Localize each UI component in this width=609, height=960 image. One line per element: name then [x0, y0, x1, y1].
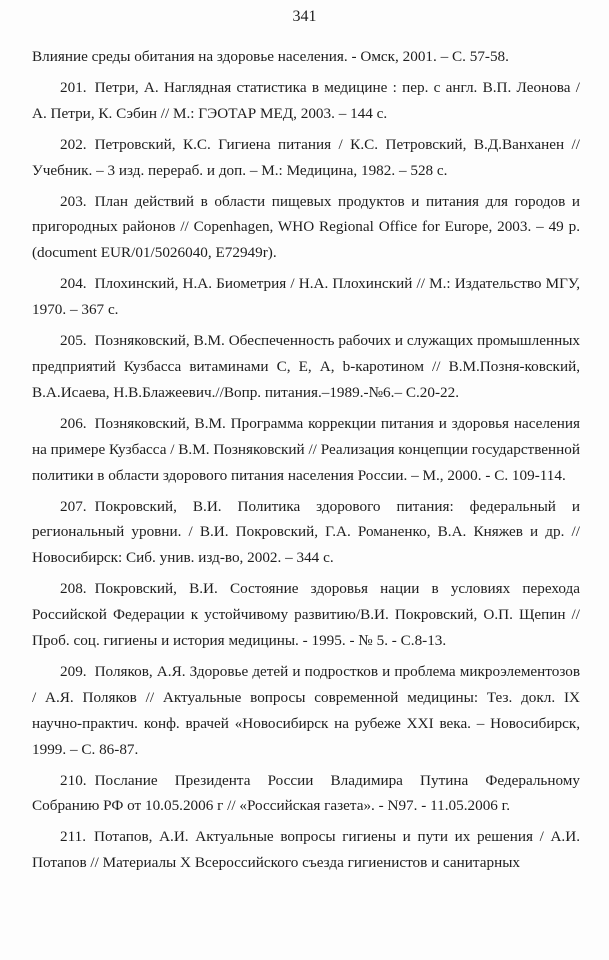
- reference-text: Петровский, К.С. Гигиена питания / К.С. Петровский, В.Д.Ванханен // Учебник. – 3 изд. перераб. и доп. – М.: Медицина, 1982. – 528 с.: [32, 135, 580, 179]
- reference-entry: [32, 576, 580, 654]
- reference-number: 208.: [60, 580, 87, 598]
- reference-entry: [32, 189, 580, 267]
- reference-number: 206.: [60, 414, 87, 432]
- reference-text: Позняковский, В.М. Обеспеченность рабочих и служащих промышленных предприятий Кузбасса витаминами С, Е, А, b-каротином // В.М.Позня-ковский, В.А.Исаева, Н.В.Блажеевич.//Вопр. питания.–1989.-№6.– С.20-22.: [32, 332, 580, 401]
- reference-number: 203.: [60, 192, 87, 210]
- reference-number: 207.: [60, 497, 87, 515]
- reference-number: 202.: [60, 135, 87, 153]
- reference-text: Петри, А. Наглядная статистика в медицине : пер. с англ. В.П. Леонова / А. Петри, К. Сэбин // М.: ГЭОТАР МЕД, 2003. – 144 с.: [32, 78, 580, 122]
- reference-entry: [32, 328, 580, 406]
- reference-entry: [32, 768, 580, 820]
- reference-number: 205.: [60, 332, 87, 350]
- reference-entry: [32, 411, 580, 489]
- reference-number: 201.: [60, 78, 87, 96]
- reference-text: Покровский, В.И. Политика здорового питания: федеральный и региональный уровни. / В.И. Покровский, Г.А. Романенко, В.А. Княжев и др. // Новосибирск: Сиб. унив. изд-во, 2002. – 344 с.: [32, 497, 580, 567]
- reference-number: 211.: [60, 828, 87, 846]
- reference-continuation: Влияние среды обитания на здоровье населения. - Омск, 2001. – С. 57-58.: [32, 48, 509, 65]
- reference-list: [32, 44, 580, 881]
- reference-entry: [32, 271, 580, 323]
- reference-text: Позняковский, В.М. Программа коррекции питания и здоровья населения на примере Кузбасса / В.М. Позняковский // Реализация концепции государственной политики в области здорового питания населения России. – М., 2000. - С. 109-114.: [32, 414, 580, 484]
- reference-text: Плохинский, Н.А. Биометрия / Н.А. Плохинский // М.: Издательство МГУ, 1970. – 367 с.: [32, 275, 580, 319]
- reference-entry: [32, 659, 580, 763]
- reference-text: Потапов, А.И. Актуальные вопросы гигиены и пути их решения / А.И. Потапов // Материалы Х Всероссийского съезда гигиенистов и санитарных: [32, 828, 580, 872]
- reference-number: 209.: [60, 662, 87, 680]
- reference-number: 204.: [60, 275, 87, 293]
- reference-text: Послание Президента России Владимира Путина Федеральному Собранию РФ от 10.05.2006 г // «Российская газета». - N97. - 11.05.2006 г.: [32, 771, 580, 815]
- reference-text: Поляков, А.Я. Здоровье детей и подростков и проблема микроэлементозов / А.Я. Поляков // Актуальные вопросы современной медицины: Тез. докл. IX научно-практич. конф. врачей «Новосибирск на рубеже XXI века. – Новосибирск, 1999. – С. 86-87.: [32, 662, 580, 758]
- reference-entry: [32, 824, 580, 876]
- reference-entry: [32, 494, 580, 572]
- page-number: 341: [292, 8, 317, 25]
- reference-text: План действий в области пищевых продуктов и питания для городов и пригородных районов // Copenhagen, WHO Regional Office for Europe, 2003. – 49 р. (document EUR/01/5026040, E72949r).: [32, 192, 580, 262]
- reference-entry: [32, 132, 580, 184]
- reference-entry: [32, 75, 580, 127]
- reference-number: 210.: [60, 771, 87, 789]
- reference-text: Покровский, В.И. Состояние здоровья нации в условиях перехода Российской Федерации к устойчивому развитию/В.И. Покровский, О.П. Щепин // Проб. соц. гигиены и история медицины. - 1995. - № 5. - С.8-13.: [32, 580, 580, 650]
